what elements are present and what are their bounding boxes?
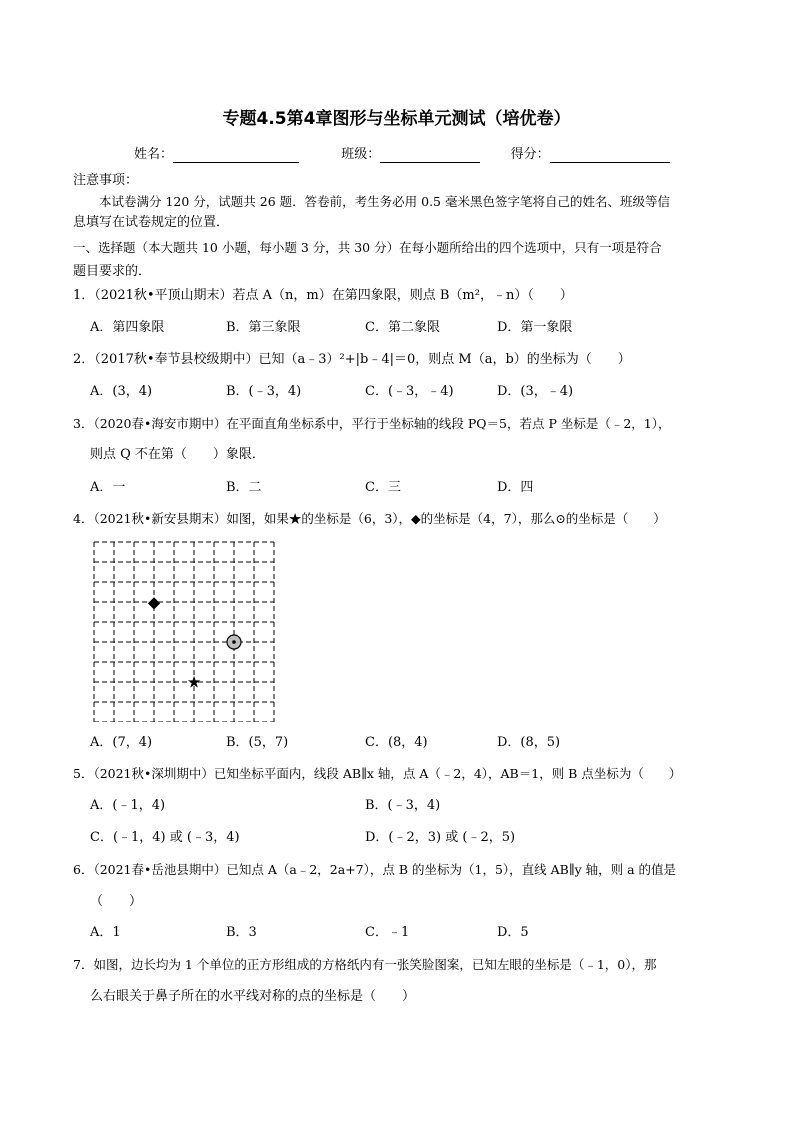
coordinate-grid-figure bbox=[90, 538, 276, 722]
q4-option-a[interactable]: A．(7，4) bbox=[90, 735, 153, 750]
q3-option-c[interactable]: C．三 bbox=[365, 480, 401, 495]
question-5-stem: 5．（2021秋•深圳期中）已知坐标平面内，线段 AB∥x 轴，点 A（﹣2，4），AB＝1，则 B 点坐标为（ ） bbox=[73, 766, 682, 781]
q5-option-c[interactable]: C．(﹣1，4) 或 (﹣3，4) bbox=[90, 830, 240, 845]
grid-lines bbox=[94, 542, 274, 722]
score-blank[interactable] bbox=[550, 148, 670, 163]
q4-option-b[interactable]: B．(5，7) bbox=[226, 735, 289, 750]
circle-marker bbox=[227, 635, 241, 649]
question-7-stem: 7．如图，边长均为 1 个单位的正方形组成的方格纸内有一张笑脸图案，已知左眼的坐标是（﹣1，0），那 bbox=[73, 957, 657, 972]
q1-option-d[interactable]: D．第一象限 bbox=[497, 320, 573, 335]
class-blank[interactable] bbox=[380, 148, 480, 163]
question-4-stem: 4．（2021秋•新安县期末）如图，如果★的坐标是（6，3），◆的坐标是（4，7），那么⊙的坐标是（ ） bbox=[73, 511, 666, 526]
q2-option-c[interactable]: C．(﹣3，﹣4) bbox=[365, 384, 454, 399]
question-6-stem-cont: （ ） bbox=[90, 894, 143, 909]
q3-option-d[interactable]: D．四 bbox=[497, 480, 534, 495]
q2-option-d[interactable]: D．(3，﹣4) bbox=[497, 384, 574, 399]
star-marker: ★ bbox=[186, 672, 202, 692]
page-title: 专题4.5第4章图形与坐标单元测试（培优卷） bbox=[222, 109, 571, 129]
q6-option-a[interactable]: A．1 bbox=[90, 925, 121, 940]
diamond-marker: ◆ bbox=[147, 592, 161, 612]
question-1-stem: 1．（2021秋•平顶山期末）若点 A（n，m）在第四象限，则点 B（m²，﹣n）（ ） bbox=[73, 288, 573, 303]
q3-option-b[interactable]: B．二 bbox=[226, 480, 262, 495]
name-label: 姓名： bbox=[134, 147, 174, 162]
q6-option-d[interactable]: D．5 bbox=[497, 925, 529, 940]
question-3-stem-cont: 则点 Q 不在第（ ）象限． bbox=[90, 447, 265, 462]
score-label: 得分： bbox=[510, 147, 550, 162]
question-2-stem: 2．（2017秋•奉节县校级期中）已知（a﹣3）²+|b﹣4|＝0，则点 M（a，b）的坐标为（ ） bbox=[73, 352, 631, 367]
student-info-row bbox=[134, 147, 670, 163]
q1-option-a[interactable]: A．第四象限 bbox=[90, 320, 165, 335]
class-label: 班级： bbox=[341, 147, 381, 162]
q6-option-b[interactable]: B．3 bbox=[226, 925, 257, 940]
question-7-stem-cont: 么右眼关于鼻子所在的水平线对称的点的坐标是（ ） bbox=[90, 989, 416, 1004]
q6-option-c[interactable]: C．﹣1 bbox=[365, 925, 410, 940]
q5-option-d[interactable]: D．(﹣2，3) 或 (﹣2，5) bbox=[365, 830, 516, 845]
question-6-stem: 6．（2021春•岳池县期中）已知点 A（a﹣2，2a+7），点 B 的坐标为（1，5），直线 AB∥y 轴，则 a 的值是 bbox=[73, 862, 677, 877]
notice-heading: 注意事项： bbox=[73, 173, 139, 188]
q2-option-b[interactable]: B．(﹣3，4) bbox=[226, 384, 302, 399]
section-heading-line-1: 一、选择题（本大题共 10 小题，每小题 3 分，共 30 分）在每小题所给出的四个选项中，只有一项是符合 bbox=[73, 240, 662, 255]
q1-option-c[interactable]: C．第二象限 bbox=[365, 320, 440, 335]
q4-option-d[interactable]: D．(8，5) bbox=[497, 735, 561, 750]
q5-option-a[interactable]: A．(﹣1，4) bbox=[90, 798, 166, 813]
section-heading-line-2: 题目要求的． bbox=[73, 264, 152, 279]
question-3-stem: 3．（2020春•海安市期中）在平面直角坐标系中，平行于坐标轴的线段 PQ＝5，若点 P 坐标是（﹣2，1）， bbox=[73, 416, 671, 431]
q1-option-b[interactable]: B．第三象限 bbox=[226, 320, 301, 335]
notice-line-1: 本试卷满分 120 分，试题共 26 题．答卷前，考生务必用 0.5 毫米黑色签字笔将自己的姓名、班级等信 bbox=[99, 194, 670, 209]
q3-option-a[interactable]: A．一 bbox=[90, 480, 126, 495]
name-blank[interactable] bbox=[173, 148, 299, 163]
notice-line-2: 息填写在试卷规定的位置． bbox=[73, 215, 230, 230]
q4-option-c[interactable]: C．(8，4) bbox=[365, 735, 428, 750]
q2-option-a[interactable]: A．(3，4) bbox=[90, 384, 153, 399]
q5-option-b[interactable]: B．(﹣3，4) bbox=[365, 798, 441, 813]
